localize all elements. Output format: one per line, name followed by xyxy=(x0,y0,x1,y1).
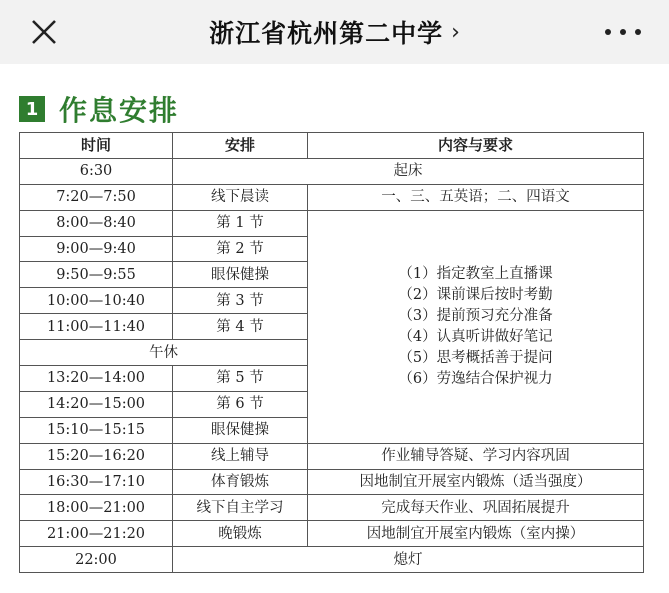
content-cell: 起床 xyxy=(173,158,644,184)
content-cell: 一、三、五英语；二、四语文 xyxy=(308,184,644,210)
column-header-activity: 安排 xyxy=(173,133,308,159)
time-cell: 15:20—16:20 xyxy=(20,443,173,469)
content-cell: 作业辅导答疑、学习内容巩固 xyxy=(308,443,644,469)
section-title: 作息安排 xyxy=(59,94,180,127)
activity-cell: 第 4 节 xyxy=(173,314,308,340)
activity-cell: 体育锻炼 xyxy=(173,469,308,495)
table-row xyxy=(20,210,644,236)
time-cell: 21:00—21:20 xyxy=(20,521,173,547)
activity-cell: 线下晨读 xyxy=(173,184,308,210)
close-icon xyxy=(31,19,57,45)
requirements-cell xyxy=(308,210,644,443)
time-cell: 6:30 xyxy=(20,158,173,184)
page-title[interactable]: 浙江省杭州第二中学 xyxy=(209,19,444,48)
table-row xyxy=(20,158,644,184)
activity-cell: 第 5 节 xyxy=(173,366,308,392)
time-cell: 10:00—10:40 xyxy=(20,288,173,314)
content-cell: 因地制宜开展室内锻炼（室内操） xyxy=(308,521,644,547)
column-header-content: 内容与要求 xyxy=(308,133,644,159)
requirement-item: （5）思考概括善于提问 xyxy=(398,349,553,366)
top-bar xyxy=(0,0,669,64)
activity-cell: 眼保健操 xyxy=(173,262,308,288)
time-cell: 9:50—9:55 xyxy=(20,262,173,288)
time-cell: 18:00—21:00 xyxy=(20,495,173,521)
column-header-time: 时间 xyxy=(20,133,173,159)
activity-cell: 第 2 节 xyxy=(173,236,308,262)
time-cell: 8:00—8:40 xyxy=(20,210,173,236)
table-row xyxy=(20,521,644,547)
more-icon-dot xyxy=(620,29,626,35)
time-cell: 16:30—17:10 xyxy=(20,469,173,495)
section-header xyxy=(19,89,179,129)
more-button[interactable] xyxy=(605,18,641,46)
requirements-list xyxy=(398,264,552,390)
activity-cell: 线下自主学习 xyxy=(173,495,308,521)
lunch-break-cell: 午休 xyxy=(20,340,308,366)
table-row xyxy=(20,443,644,469)
table-header-row xyxy=(20,133,644,159)
section-number-badge: 1 xyxy=(19,96,45,122)
activity-cell: 第 3 节 xyxy=(173,288,308,314)
requirement-item: （2）课前课后按时考勤 xyxy=(398,286,553,303)
time-cell: 13:20—14:00 xyxy=(20,366,173,392)
close-button[interactable] xyxy=(28,16,60,48)
table-row xyxy=(20,184,644,210)
table-row xyxy=(20,495,644,521)
chevron-right-icon[interactable]: › xyxy=(451,19,460,45)
requirement-item: （4）认真听讲做好笔记 xyxy=(398,328,553,345)
content-cell: 完成每天作业、巩固拓展提升 xyxy=(308,495,644,521)
requirement-item: （1）指定教室上直播课 xyxy=(398,265,553,282)
activity-cell: 眼保健操 xyxy=(173,417,308,443)
activity-cell: 第 1 节 xyxy=(173,210,308,236)
schedule-table xyxy=(19,132,644,573)
content-cell: 因地制宜开展室内锻炼（适当强度） xyxy=(308,469,644,495)
time-cell: 7:20—7:50 xyxy=(20,184,173,210)
time-cell: 9:00—9:40 xyxy=(20,236,173,262)
table-row xyxy=(20,469,644,495)
time-cell: 11:00—11:40 xyxy=(20,314,173,340)
article-content xyxy=(0,64,669,593)
content-cell: 熄灯 xyxy=(173,547,644,573)
more-icon-dot xyxy=(635,29,641,35)
time-cell: 15:10—15:15 xyxy=(20,417,173,443)
activity-cell: 第 6 节 xyxy=(173,391,308,417)
time-cell: 14:20—15:00 xyxy=(20,391,173,417)
time-cell: 22:00 xyxy=(20,547,173,573)
activity-cell: 线上辅导 xyxy=(173,443,308,469)
more-icon-dot xyxy=(605,29,611,35)
activity-cell: 晚锻炼 xyxy=(173,521,308,547)
table-row xyxy=(20,547,644,573)
requirement-item: （3）提前预习充分准备 xyxy=(398,307,553,324)
requirement-item: （6）劳逸结合保护视力 xyxy=(398,370,553,387)
